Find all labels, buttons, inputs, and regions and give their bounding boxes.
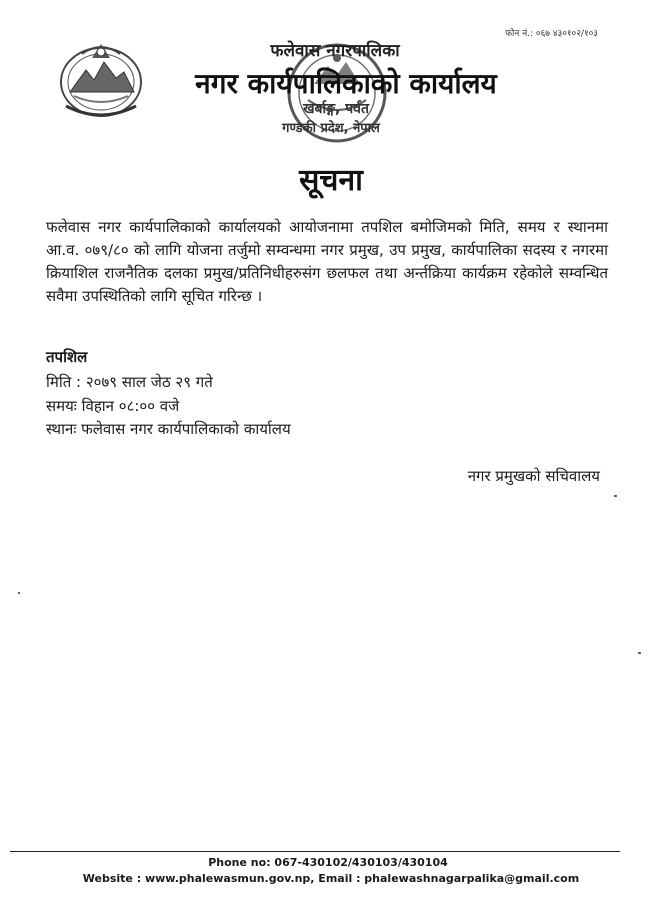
header-phone-number: फोन नं.: ०६७ ४३०१०२/१०३: [505, 29, 598, 39]
scan-speck: [638, 652, 641, 654]
signature-block: नगर प्रमुखको सचिवालय: [467, 467, 600, 485]
province-country: गण्डकी प्रदेश, नेपाल: [282, 121, 380, 136]
office-location: खर्बाङ्ग, पर्वत: [303, 101, 369, 117]
notice-body: फलेवास नगर कार्यपालिकाको कार्यालयको आयोजनामा तपशिल बमोजिमको मिति, समय र स्थानमा आ.व. ०७९/८० को लागि योजना तर्जुमो सम्वन्धमा नगर प्रमुख, उप प्रमुख, कार्यपालिका सदस्य र नगरमा क्रियाशिल राजनैतिक दलका प्रमुख/प्रतिनिधीहरुसंग छलफल तथा अर्न्तक्रिया कार्यक्रम रहेकोले सम्वन्धित सवैमा उपस्थितिको लागि सूचित गरिन्छ ।: [46, 218, 608, 305]
detail-time: समयः विहान ०८:०० वजे: [46, 397, 180, 415]
notice-title: सूचना: [299, 163, 363, 198]
footer-phone: Phone no: 067-430102/430103/430104: [208, 856, 448, 869]
office-name: नगर कार्यपालिकाको कार्यालय: [195, 67, 497, 100]
scan-speck: [614, 495, 617, 497]
details-heading: तपशिल: [46, 348, 88, 366]
scan-speck: [18, 592, 20, 594]
municipality-name: फलेवास नगरपालिका: [270, 41, 400, 61]
detail-date: मिति : २०७९ साल जेठ २९ गते: [46, 373, 213, 391]
footer-website-email: Website : www.phalewasmun.gov.np, Email : phalewashnagarpalika@gmail.com: [82, 872, 580, 885]
detail-venue: स्थानः फलेवास नगर कार्यपालिकाको कार्यालय: [46, 420, 291, 438]
footer-divider: [10, 851, 620, 852]
